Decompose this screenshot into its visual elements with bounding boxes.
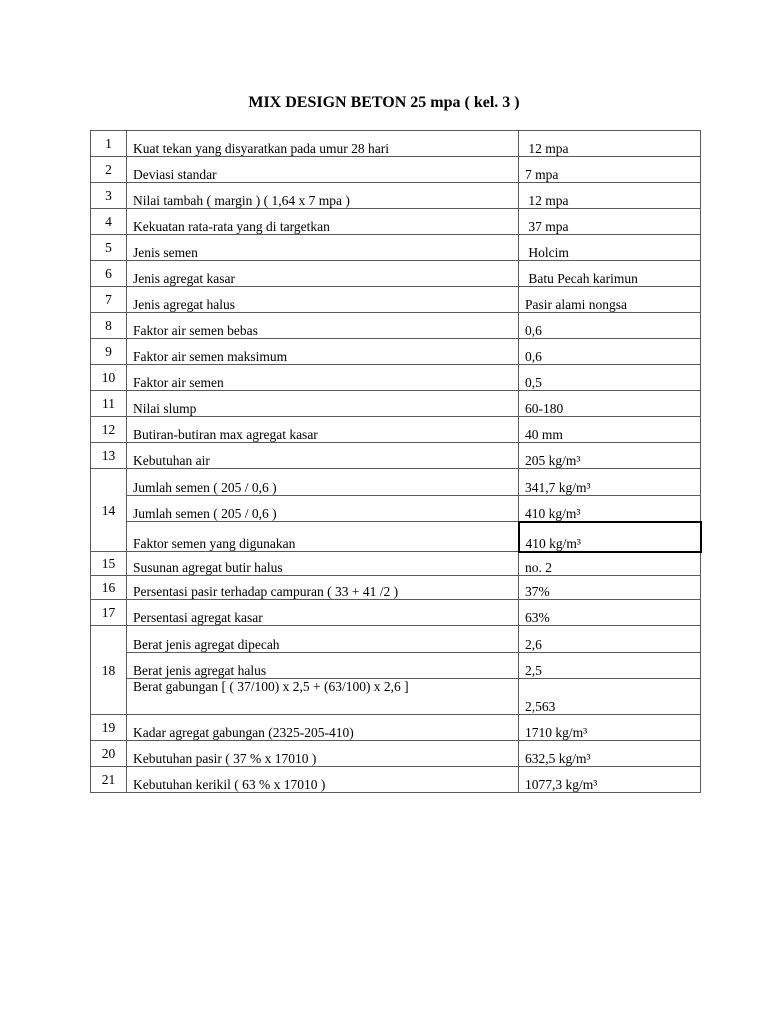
table-row [91,626,701,653]
row-number: 17 [91,600,127,626]
table-row [91,287,701,313]
row-value: 2,5 [519,653,701,679]
row-value: 7 mpa [519,157,701,183]
row-description: Kebutuhan kerikil ( 63 % x 17010 ) [127,767,519,793]
row-description: Persentasi agregat kasar [127,600,519,626]
row-description: Nilai slump [127,391,519,417]
row-value: 632,5 kg/m³ [519,741,701,767]
mix-design-table [90,130,702,793]
row-number: 13 [91,443,127,469]
row-description: Kebutuhan pasir ( 37 % x 17010 ) [127,741,519,767]
row-description: Berat jenis agregat dipecah [127,626,519,653]
row-value: 37% [519,576,701,600]
row-number: 2 [91,157,127,183]
row-value: 410 kg/m³ [519,496,701,522]
table-row [91,715,701,741]
table-row [91,261,701,287]
row-description: Faktor air semen bebas [127,313,519,339]
row-description: Butiran-butiran max agregat kasar [127,417,519,443]
row-value: 63% [519,600,701,626]
row-number: 3 [91,183,127,209]
row-number: 10 [91,365,127,391]
table-row [91,653,701,679]
table-row [91,443,701,469]
row-number: 12 [91,417,127,443]
row-value: 60-180 [519,391,701,417]
row-number: 21 [91,767,127,793]
table-row [91,552,701,576]
row-value: 2,6 [519,626,701,653]
row-value: 341,7 kg/m³ [519,469,701,496]
table-row [91,600,701,626]
row-value: 12 mpa [519,183,701,209]
table-row [91,741,701,767]
row-number: 19 [91,715,127,741]
row-description: Faktor air semen maksimum [127,339,519,365]
table-row [91,496,701,522]
row-value: 205 kg/m³ [519,443,701,469]
table-row [91,767,701,793]
row-description: Jumlah semen ( 205 / 0,6 ) [127,469,519,496]
row-number: 4 [91,209,127,235]
row-value: 0,5 [519,365,701,391]
row-description: Berat gabungan [ ( 37/100) x 2,5 + (63/100) x 2,6 ] [127,679,519,715]
table-row [91,131,701,157]
row-number: 1 [91,131,127,157]
row-value: no. 2 [519,552,701,576]
row-description: Faktor air semen [127,365,519,391]
row-description: Jumlah semen ( 205 / 0,6 ) [127,496,519,522]
row-value: 1710 kg/m³ [519,715,701,741]
table-row [91,679,701,715]
row-description: Jenis semen [127,235,519,261]
row-number: 16 [91,576,127,600]
row-description: Kuat tekan yang disyaratkan pada umur 28 hari [127,131,519,157]
table-row [91,209,701,235]
row-number: 9 [91,339,127,365]
row-description: Faktor semen yang digunakan [127,522,519,552]
row-description: Jenis agregat kasar [127,261,519,287]
row-description: Jenis agregat halus [127,287,519,313]
row-value: Batu Pecah karimun [519,261,701,287]
row-description: Susunan agregat butir halus [127,552,519,576]
row-number: 18 [91,626,127,715]
row-value: 0,6 [519,339,701,365]
table-row [91,417,701,443]
table-row [91,313,701,339]
table-row [91,157,701,183]
row-value: 12 mpa [519,131,701,157]
row-value: 2,563 [519,679,701,715]
table-row [91,391,701,417]
row-value-highlighted: 410 kg/m³ [519,522,701,552]
row-description: Persentasi pasir terhadap campuran ( 33 + 41 /2 ) [127,576,519,600]
table-row [91,522,701,552]
table-row [91,183,701,209]
row-number: 7 [91,287,127,313]
row-value: 37 mpa [519,209,701,235]
row-description: Kebutuhan air [127,443,519,469]
row-description: Kadar agregat gabungan (2325-205-410) [127,715,519,741]
row-value: Holcim [519,235,701,261]
row-number: 8 [91,313,127,339]
row-value: 1077,3 kg/m³ [519,767,701,793]
row-description: Deviasi standar [127,157,519,183]
row-value: Pasir alami nongsa [519,287,701,313]
table-row [91,469,701,496]
table-row [91,365,701,391]
table-row [91,339,701,365]
row-description: Berat jenis agregat halus [127,653,519,679]
row-description: Kekuatan rata-rata yang di targetkan [127,209,519,235]
row-value: 0,6 [519,313,701,339]
row-number: 11 [91,391,127,417]
row-description: Nilai tambah ( margin ) ( 1,64 x 7 mpa ) [127,183,519,209]
page-title: MIX DESIGN BETON 25 mpa ( kel. 3 ) [248,94,520,111]
table-row [91,235,701,261]
row-number: 14 [91,469,127,552]
row-number: 15 [91,552,127,576]
row-value: 40 mm [519,417,701,443]
table-row [91,576,701,600]
row-number: 6 [91,261,127,287]
row-number: 20 [91,741,127,767]
row-number: 5 [91,235,127,261]
